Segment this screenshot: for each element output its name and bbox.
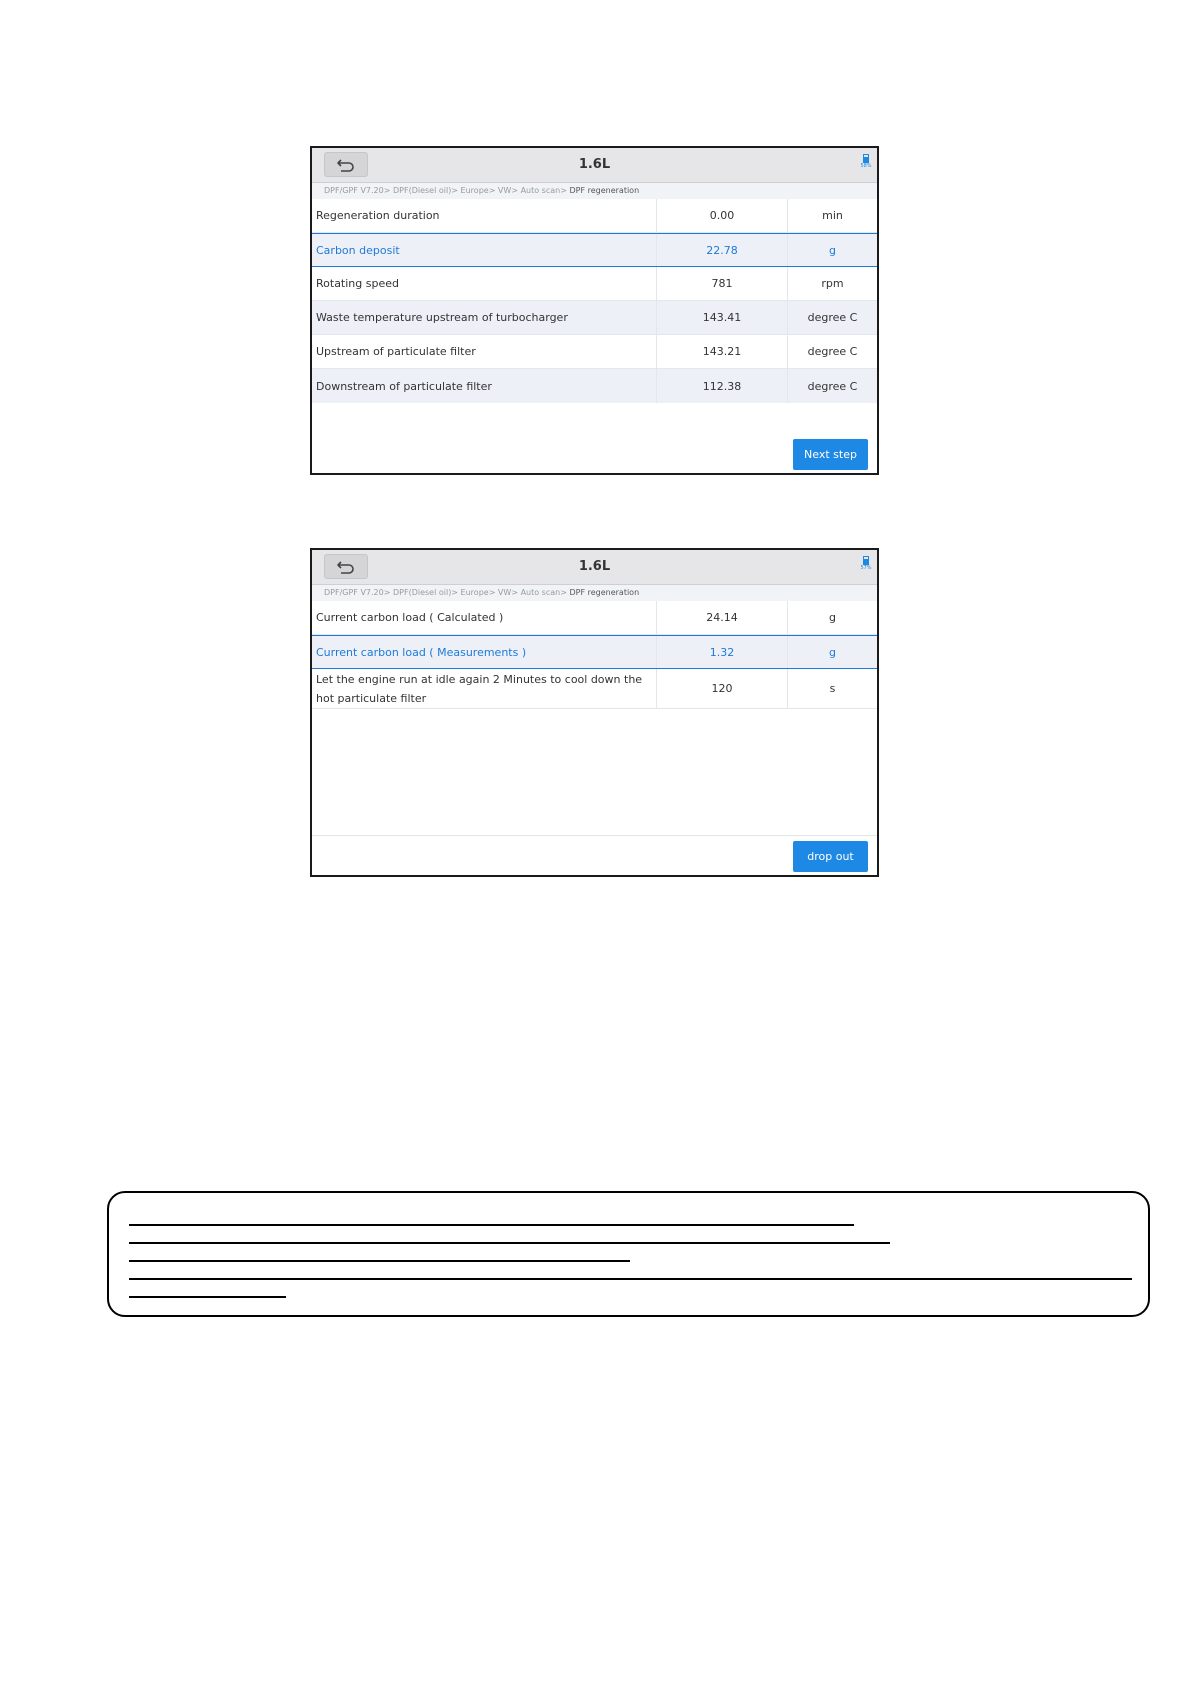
row-unit: degree C bbox=[807, 311, 858, 324]
row-name: Regeneration duration bbox=[312, 199, 657, 232]
battery-icon bbox=[863, 154, 869, 163]
row-name: Rotating speed bbox=[312, 267, 657, 300]
row-name: Upstream of particulate filter bbox=[312, 335, 657, 368]
title-bar bbox=[312, 550, 877, 585]
breadcrumb-path: DPF/GPF V7.20> DPF(Diesel oil)> Europe> VW> Auto scan> bbox=[324, 588, 567, 597]
breadcrumb-path: DPF/GPF V7.20> DPF(Diesel oil)> Europe> VW> Auto scan> bbox=[324, 186, 567, 195]
row-value: 22.78 bbox=[657, 234, 788, 266]
breadcrumb bbox=[312, 585, 877, 601]
table-row[interactable] bbox=[312, 199, 877, 233]
battery-indicator bbox=[858, 154, 874, 170]
row-unit: degree C bbox=[807, 379, 858, 393]
row-value: 112.38 bbox=[657, 369, 788, 403]
table-row[interactable] bbox=[312, 369, 877, 403]
breadcrumb-current: DPF regeneration bbox=[569, 588, 640, 597]
breadcrumb bbox=[312, 183, 877, 199]
row-value: 781 bbox=[657, 267, 788, 300]
note-line bbox=[129, 1278, 1132, 1280]
table-row-selected[interactable] bbox=[312, 233, 877, 267]
row-name: Let the engine run at idle again 2 Minutes to cool down the hot particulate filter bbox=[312, 669, 657, 708]
page-title: 1.6L bbox=[578, 157, 611, 172]
row-unit: s bbox=[829, 682, 836, 695]
table-row[interactable] bbox=[312, 335, 877, 369]
table-row[interactable] bbox=[312, 267, 877, 301]
drop-out-button[interactable]: drop out bbox=[793, 841, 868, 872]
next-step-button[interactable]: Next step bbox=[793, 439, 868, 470]
row-unit: g bbox=[829, 611, 836, 624]
table-row[interactable] bbox=[312, 601, 877, 635]
row-name: Current carbon load ( Calculated ) bbox=[312, 601, 657, 634]
battery-percent: 58% bbox=[860, 163, 872, 169]
table-row[interactable] bbox=[312, 301, 877, 335]
page-title: 1.6L bbox=[578, 559, 611, 574]
row-unit: rpm bbox=[821, 277, 844, 290]
row-unit: g bbox=[829, 645, 836, 659]
row-value: 24.14 bbox=[657, 601, 788, 634]
breadcrumb-current: DPF regeneration bbox=[569, 186, 640, 195]
row-unit: min bbox=[822, 209, 843, 222]
row-value: 143.41 bbox=[657, 301, 788, 334]
battery-indicator bbox=[858, 556, 874, 572]
row-name: Waste temperature upstream of turbocharger bbox=[312, 301, 657, 334]
row-value: 120 bbox=[657, 669, 788, 708]
table-row-selected[interactable] bbox=[312, 635, 877, 669]
row-value: 0.00 bbox=[657, 199, 788, 232]
row-name: Current carbon load ( Measurements ) bbox=[312, 636, 657, 668]
note-line bbox=[129, 1224, 854, 1226]
row-value: 143.21 bbox=[657, 335, 788, 368]
footer-divider bbox=[312, 835, 877, 836]
row-unit: g bbox=[829, 243, 836, 257]
screen-2 bbox=[310, 548, 879, 877]
title-bar bbox=[312, 148, 877, 183]
screen-1 bbox=[310, 146, 879, 475]
row-name: Carbon deposit bbox=[312, 234, 657, 266]
note-line bbox=[129, 1260, 630, 1262]
note-line bbox=[129, 1242, 890, 1244]
note-line bbox=[129, 1296, 286, 1298]
row-value: 1.32 bbox=[657, 636, 788, 668]
table-row[interactable] bbox=[312, 669, 877, 709]
note-box bbox=[107, 1191, 1150, 1317]
battery-icon bbox=[863, 556, 869, 565]
battery-percent: 57% bbox=[860, 565, 872, 571]
row-name: Downstream of particulate filter bbox=[312, 369, 657, 403]
row-unit: degree C bbox=[807, 345, 858, 358]
